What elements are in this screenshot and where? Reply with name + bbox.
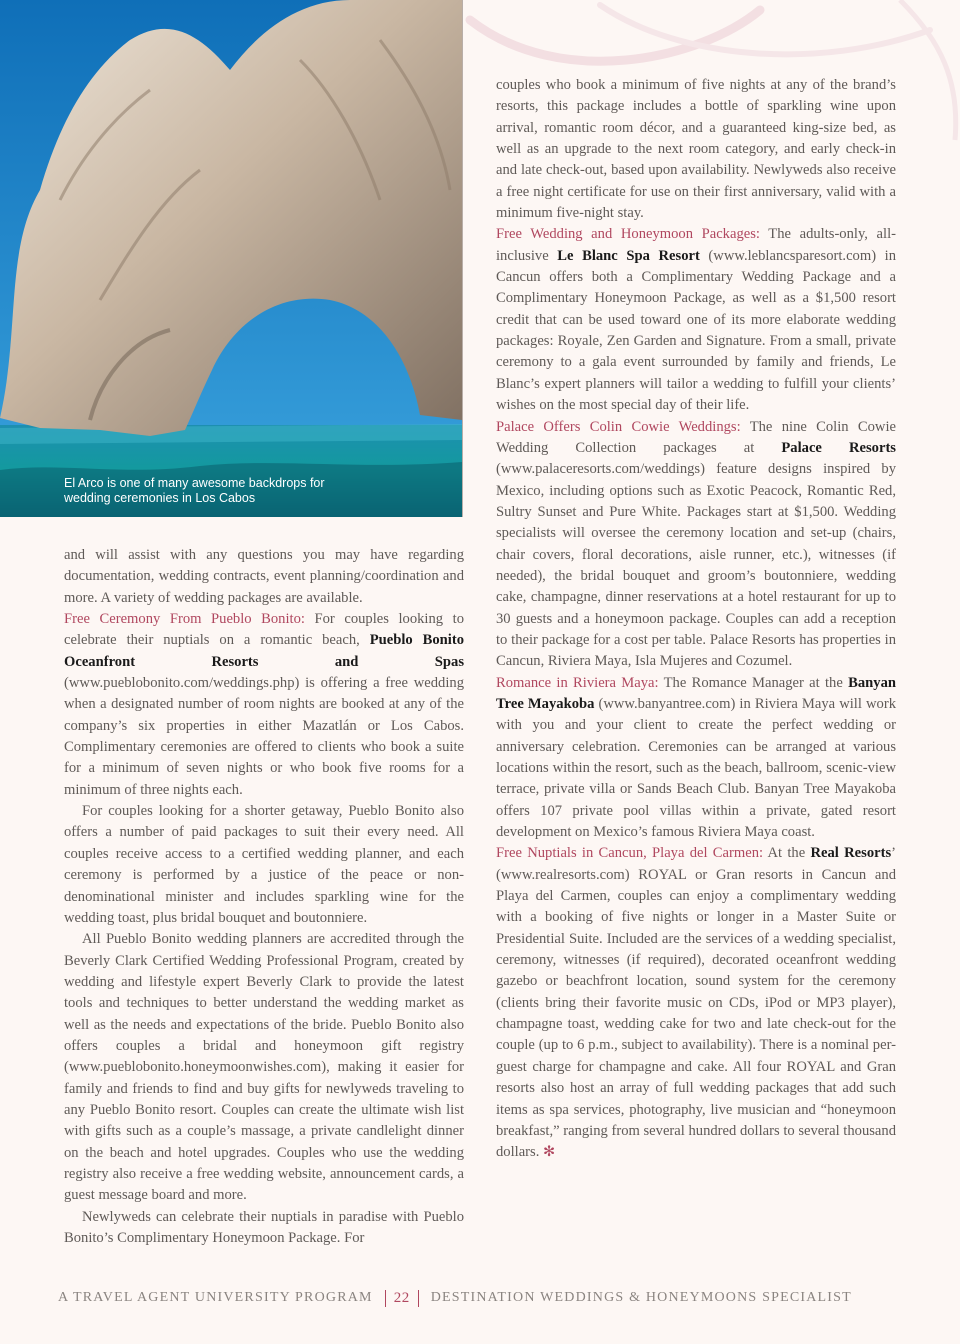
right-paragraph-4: Romance in Riviera Maya: The Romance Manager at the Banyan Tree Mayakoba (www.banyantree.com) in Riviera Maya will work with you and your client to create the perfect wedding or anniversary celebration. Ceremonies can be arranged at various locations within the resort, such as the beach, ballroom, scenic-view terrace, private villa or Sands Beach Club. Banyan Tree Mayakoba offers 107 private pool villas within a private, gated resort development on Mexico’s famous Riviera Maya coast. <box>496 674 896 841</box>
left-paragraph-4: All Pueblo Bonito wedding planners are accredited through the Beverly Clark Certified Wedding Professional Program, created by wedding and lifestyle expert Beverly Clark to provide the latest tools and techniques to better understand the wedding market as well as the needs and expectations of the bride. Pueblo Bonito also offers couples a bridal and honeymoon gift registry (www.pueblobonito.honeymoonwishes.com), making it easier for family and friends to find and buy gifts for newlyweds traveling to any Pueblo Bonito resort. Couples can create the ultimate wish list with gifts such as a couple’s massage, a private candlelight dinner on the beach and hotel upgrades. Couples who use the wedding registry also receive a free wedding website, announcement cards, a guest message board and more. <box>64 931 464 1204</box>
brand-palace-resorts: Palace Resorts <box>781 439 896 456</box>
section-heading-palace: Palace Offers Colin Cowie Weddings: <box>496 418 741 435</box>
page-number: 22 <box>385 1290 419 1307</box>
right-paragraph-3: Palace Offers Colin Cowie Weddings: The nine Colin Cowie Wedding Collection packages at Palace Resorts (www.palaceresorts.com/weddings) feature designs inspired by Mexico, including options such as Exotic Peacock, Romantic Red, Sultry Sunset and Pure White. Packages start at $1,500. Wedding specialists will oversee the ceremony location and set-up (chairs, chair covers, floral decorations, aisle runner, etc.), witnesses (if needed), the bridal bouquet and groom’s boutonniere, wedding cake, champagne, dinner reservations at a hotel restaurant for up to 30 guests and a honeymoon package. Couples can add a reception to their package for a cost per table. Palace Resorts has properties in Cancun, Riviera Maya, Isla Mujeres and Cozumel. <box>496 418 896 670</box>
page-footer <box>58 1286 908 1310</box>
section-heading-riviera-maya: Romance in Riviera Maya: <box>496 674 659 691</box>
section-heading-wedding-honeymoon: Free Wedding and Honeymoon Packages: <box>496 226 760 243</box>
footer-course-title: DESTINATION WEDDINGS & HONEYMOONS SPECIALIST <box>430 1290 852 1305</box>
brand-real-resorts: Real Resorts <box>810 845 892 862</box>
left-column <box>64 545 464 1249</box>
left-paragraph-1: and will assist with any questions you may have regarding documentation, wedding contracts, event planning/coordination and more. A variety of wedding packages are available. <box>64 547 464 606</box>
left-paragraph-3: For couples looking for a shorter getaway, Pueblo Bonito also offers a number of paid packages to suit their every need. All couples receive access to a certified wedding planner, and each ceremony is performed by a justice of the peace or non-denominational minister and includes sparkling wine for the wedding toast, plus bridal bouquet and boutonniere. <box>64 803 464 926</box>
left-paragraph-2: Free Ceremony From Pueblo Bonito: For couples looking to celebrate their nuptials on a romantic beach, Pueblo Bonito Oceanfront Resorts and Spas (www.pueblobonito.com/weddings.php) is offering a free wedding when a designated number of room nights are booked at any of the company’s six properties in either Mazatlán or Los Cabos. Complimentary ceremonies are offered to clients who book a suite for a minimum of seven nights or who book five rooms for a minimum of three nights each. <box>64 611 464 798</box>
right-paragraph-1: couples who book a minimum of five nights at any of the brand’s resorts, this package includes a bottle of sparkling wine upon arrival, romantic room décor, and a guaranteed king-size bed, as well as an upgrade to the next room category, and early check-in and late check-out, based upon availability. Newlyweds also receive a free night certificate for use on their first anniversary, valid with a minimum five-night stay. <box>496 77 896 222</box>
brand-le-blanc: Le Blanc Spa Resort <box>557 247 700 264</box>
photo-caption: El Arco is one of many awesome backdrops for wedding ceremonies in Los Cabos <box>64 476 325 505</box>
section-heading-free-ceremony: Free Ceremony From Pueblo Bonito: <box>64 611 305 628</box>
el-arco-image <box>0 0 462 517</box>
section-heading-free-nuptials: Free Nuptials in Cancun, Playa del Carmen: <box>496 845 764 862</box>
right-column <box>496 75 896 1164</box>
left-paragraph-5: Newlyweds can celebrate their nuptials in paradise with Pueblo Bonito’s Complimentary Honeymoon Package. For <box>64 1208 464 1246</box>
brand-pueblo-bonito: Pueblo Bonito Oceanfront Resorts and Spas <box>64 632 464 670</box>
right-paragraph-5: Free Nuptials in Cancun, Playa del Carmen: At the Real Resorts’ (www.realresorts.com) ROYAL or Gran resorts in Cancun and Playa del Carmen, couples can enjoy a complimentary wedding with a booking of five nights or longer in a Master Suite or Presidential Suite. Included are the services of a wedding specialist, ceremony, witnesses (if required), decorated oceanfront wedding gazebo or beachfront location, sound system for the ceremony (clients bring their favorite music on CDs, iPod or MP3 player), champagne toast, wedding cake for two and late check-out for the couple (up to 6 p.m., subject to availability). There is a nominal per-guest charge for champagne and cake. All four ROYAL and Gran resorts also host an array of full wedding packages that add such items as spa services, photography, live musician and “honeymoon breakfast,” ranging from several hundred dollars to several thousand dollars. ✻ <box>496 845 897 1161</box>
right-paragraph-2: Free Wedding and Honeymoon Packages: The adults-only, all-inclusive Le Blanc Spa Resort (www.leblancsparesort.com) in Cancun offers both a Complimentary Wedding Package and a Complimentary Honeymoon Package, as well as a $1,500 resort credit that can be used toward one of its more elaborate wedding packages: Royale, Zen Garden and Signature. From a small, private ceremony to a gala event surrounded by family and friends, Le Blanc’s expert planners will tailor a wedding to fulfill your clients’ wishes on the most special day of their life. <box>496 226 896 414</box>
footer-program-title: A TRAVEL AGENT UNIVERSITY PROGRAM <box>58 1290 373 1305</box>
end-mark-icon: ✻ <box>543 1144 556 1161</box>
brand-banyan-tree: Banyan Tree Mayakoba <box>496 674 896 712</box>
el-arco-photo <box>0 0 463 517</box>
